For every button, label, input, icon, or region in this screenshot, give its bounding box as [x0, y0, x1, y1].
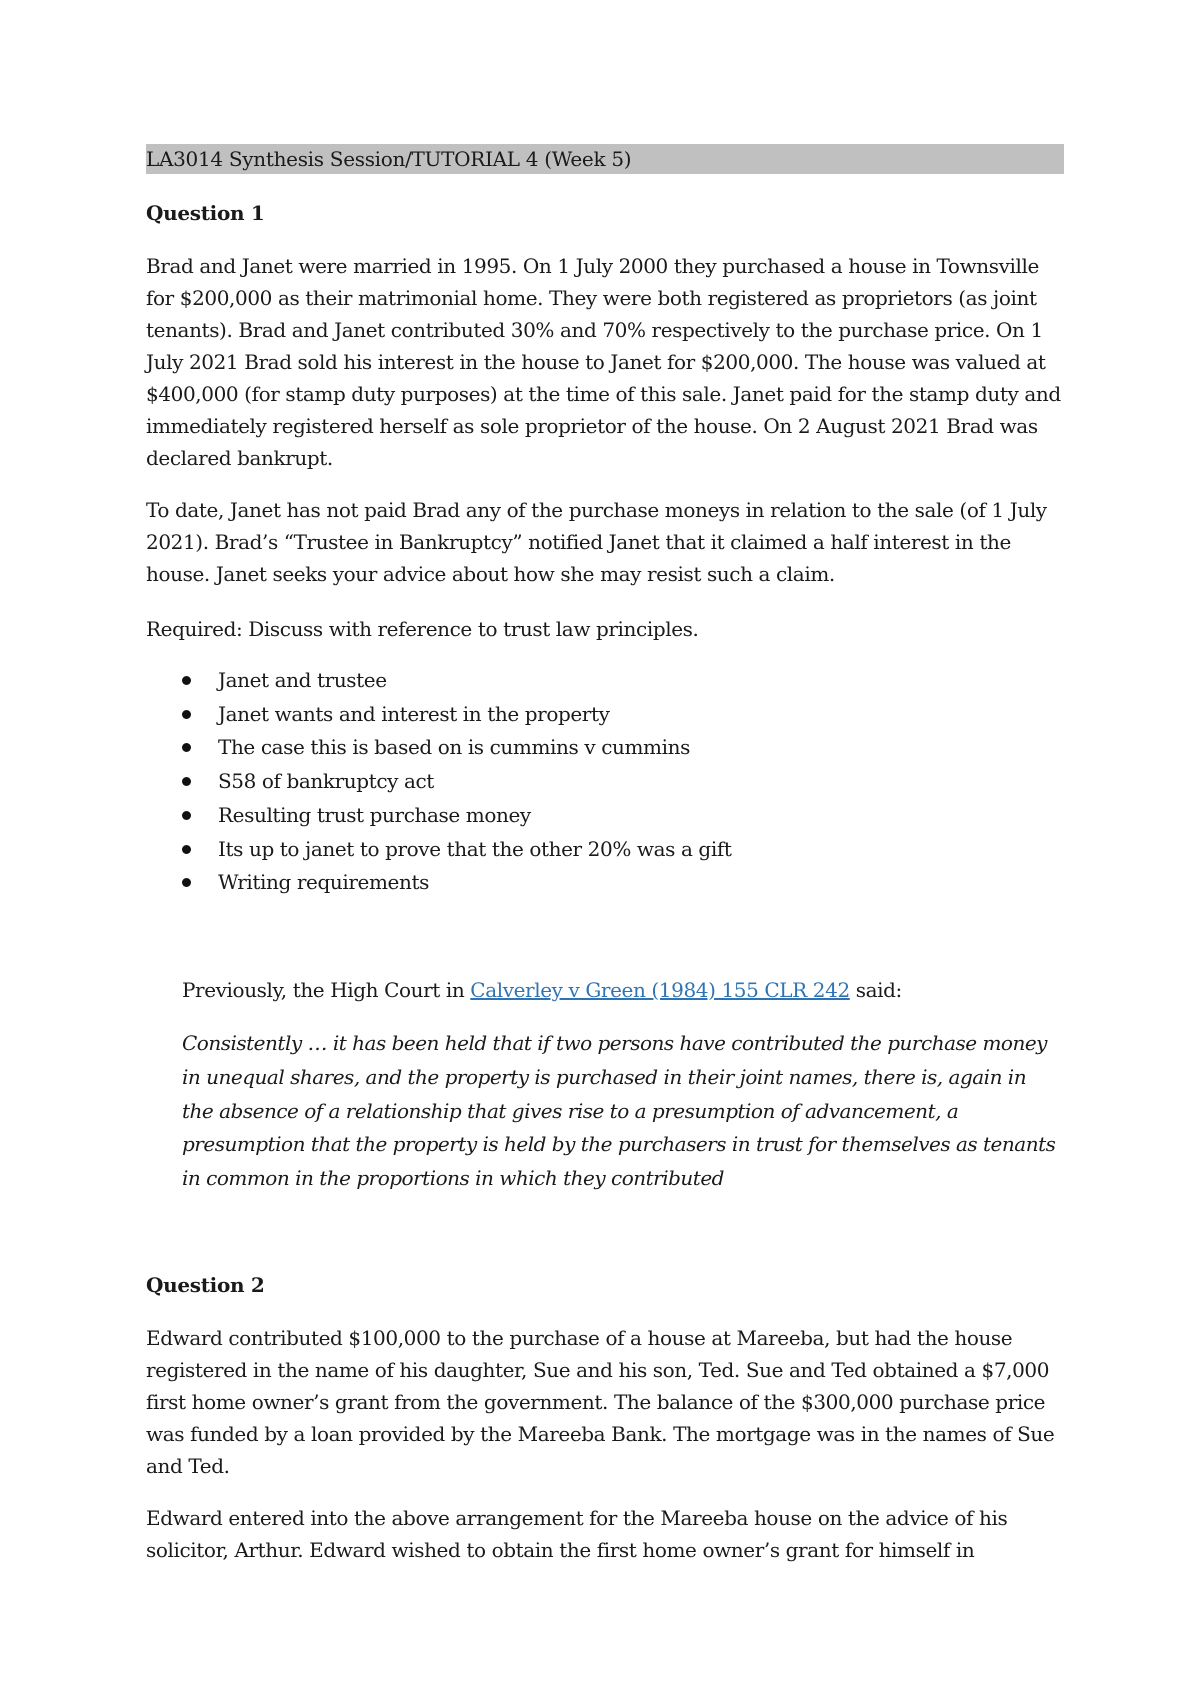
bullet-icon: [182, 710, 191, 719]
question-2-heading: Question 2: [146, 1273, 265, 1297]
list-item: [146, 833, 1046, 867]
list-item-text: Writing requirements: [218, 870, 429, 895]
quote-intro-suffix: said:: [849, 978, 902, 1002]
list-item: [146, 765, 1046, 799]
bullet-icon: [182, 878, 191, 887]
list-item-text: Resulting trust purchase money: [218, 802, 531, 827]
quote-introduction: [182, 973, 1062, 1007]
list-item: [146, 866, 1046, 900]
list-item-text: Janet and trustee: [218, 668, 387, 692]
question-1-required: Required: Discuss with reference to trust law principles.: [146, 617, 699, 641]
list-item-text: S58 of bankruptcy act: [218, 769, 434, 794]
document-title: LA3014 Synthesis Session/TUTORIAL 4 (Week 5): [146, 144, 1064, 174]
bullet-icon: [182, 845, 191, 854]
question-2-paragraph-2: Edward entered into the above arrangement for the Mareeba house on the advice of his solicitor, Arthur. Edward wished to obtain the first home owner’s grant for himself in: [146, 1506, 1008, 1562]
bullet-icon: [182, 777, 191, 786]
list-item: [146, 698, 1046, 732]
quote-intro-text: Previously, the High Court in: [182, 978, 471, 1002]
list-item-text: The case this is based on is cummins v cummins: [218, 735, 690, 760]
list-item: [146, 799, 1046, 833]
list-item: [146, 731, 1046, 765]
question-1-notes-list: [146, 664, 1046, 900]
question-1-paragraph-1: Brad and Janet were married in 1995. On 1 July 2000 they purchased a house in Townsville for $200,000 as their matrimonial home. They were both registered as proprietors (as joint tenants). Brad and Janet contributed 30% and 70% respectively to the purchase price. On 1 July 2021 Brad sold his interest in the house to Janet for $200,000. The house was valued at $400,000 (for stamp duty purposes) at the time of this sale. Janet paid for the stamp duty and immediately registered herself as sole proprietor of the house. On 2 August 2021 Brad was declared bankrupt.: [146, 254, 1061, 470]
question-1-heading: Question 1: [146, 201, 265, 225]
bullet-icon: [182, 676, 191, 685]
case-quote: Consistently … it has been held that if two persons have contributed the purchase money in unequal shares, and the property is purchased in their joint names, there is, again in the absence of a relationship that gives rise to a presumption of advancement, a presumption that the property is held by the purchasers in trust for themselves as tenants in common in the proportions in which they contributed: [182, 1031, 1056, 1191]
list-item: [146, 664, 1046, 698]
question-1-paragraph-2: To date, Janet has not paid Brad any of the purchase moneys in relation to the sale (of 1 July 2021). Brad’s “Trustee in Bankruptcy” notified Janet that it claimed a half interest in the house. Janet seeks your advice about how she may resist such a claim.: [146, 498, 1047, 586]
bullet-icon: [182, 743, 191, 752]
bullet-icon: [182, 811, 191, 820]
case-citation-link[interactable]: Calverley v Green (1984) 155 CLR 242: [470, 978, 850, 1002]
question-2-paragraph-1: Edward contributed $100,000 to the purchase of a house at Mareeba, but had the house registered in the name of his daughter, Sue and his son, Ted. Sue and Ted obtained a $7,000 first home owner’s grant from the government. The balance of the $300,000 purchase price was funded by a loan provided by the Mareeba Bank. The mortgage was in the names of Sue and Ted.: [146, 1326, 1055, 1478]
list-item-text: Its up to janet to prove that the other 20% was a gift: [218, 836, 732, 861]
list-item-text: Janet wants and interest in the property: [218, 701, 610, 726]
